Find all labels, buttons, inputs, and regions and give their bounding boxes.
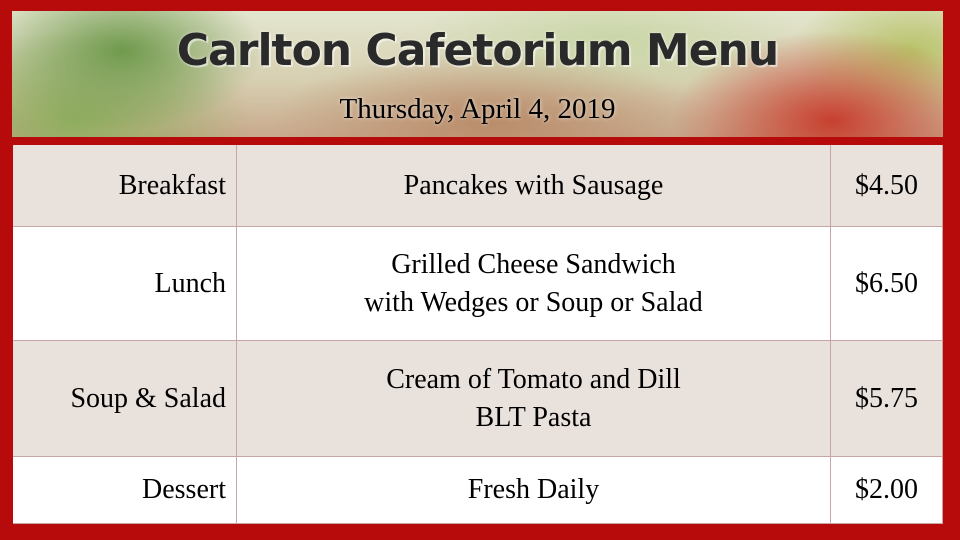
header-banner xyxy=(12,11,943,137)
menu-item-dessert: Fresh Daily xyxy=(237,457,831,524)
menu-price-dessert: $2.00 xyxy=(831,457,943,524)
menu-table xyxy=(13,145,943,524)
menu-category-dessert: Dessert xyxy=(13,457,237,524)
menu-date: Thursday, April 4, 2019 xyxy=(339,93,616,125)
menu-category-lunch: Lunch xyxy=(13,227,237,341)
page-title: Carlton Cafetorium Menu xyxy=(176,25,779,76)
menu-price-soup-salad: $5.75 xyxy=(831,341,943,457)
menu-item-breakfast: Pancakes with Sausage xyxy=(237,145,831,227)
menu-category-soup-salad: Soup & Salad xyxy=(13,341,237,457)
menu-price-lunch: $6.50 xyxy=(831,227,943,341)
menu-price-breakfast: $4.50 xyxy=(831,145,943,227)
menu-item-lunch: Grilled Cheese Sandwich with Wedges or Soup or Salad xyxy=(237,227,831,341)
menu-category-breakfast: Breakfast xyxy=(13,145,237,227)
menu-item-soup-salad: Cream of Tomato and Dill BLT Pasta xyxy=(237,341,831,457)
